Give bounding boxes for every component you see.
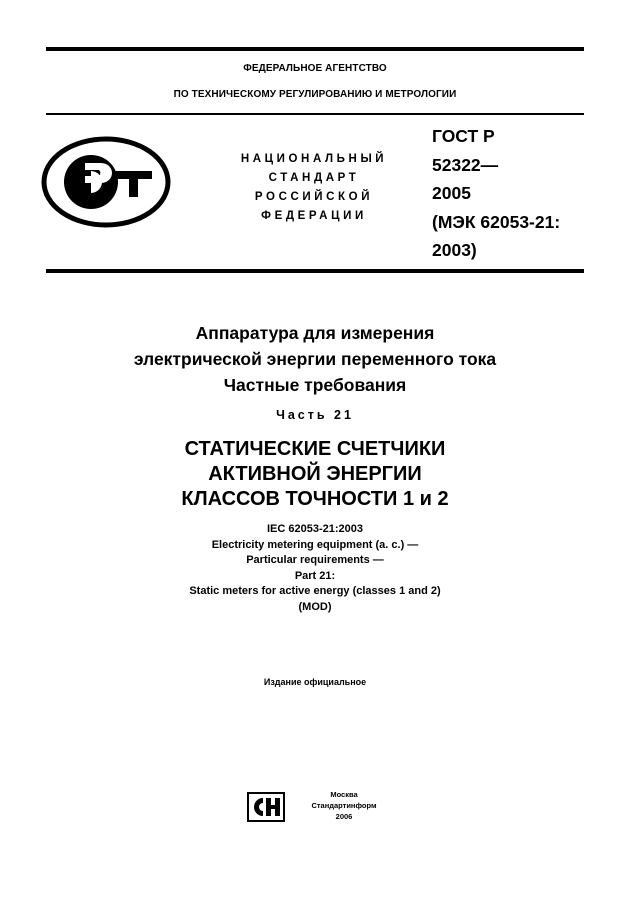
document-title <box>0 320 630 398</box>
agency-name-line-1: ФЕДЕРАЛЬНОЕ АГЕНТСТВО <box>243 63 387 74</box>
part-label: Часть 21 <box>276 408 354 422</box>
header-rule <box>46 113 584 115</box>
publisher-info <box>296 789 392 822</box>
publisher-logo-icon <box>247 792 285 822</box>
standard-block-rule <box>46 269 584 273</box>
official-edition-label: Издание официальное <box>263 677 367 687</box>
publisher-city: Москва <box>330 790 358 799</box>
document-subtitle <box>0 437 630 512</box>
subtitle-line: СТАТИЧЕСКИЕ СЧЕТЧИКИ <box>184 438 446 460</box>
publisher-name: Стандартинформ <box>311 801 377 810</box>
gost-line: 2003) <box>432 240 477 260</box>
top-rule <box>46 47 584 51</box>
national-standard-line: РОССИЙСКОЙ <box>254 191 374 203</box>
gost-line: 52322— <box>432 154 499 175</box>
national-standard-line: НАЦИОНАЛЬНЫЙ <box>240 153 388 165</box>
iec-line: Electricity metering equipment (a. c.) — <box>211 538 419 551</box>
gost-line: 2005 <box>432 183 471 203</box>
rst-logo-icon <box>41 136 171 228</box>
gost-number <box>432 122 592 265</box>
national-standard-label <box>226 150 402 226</box>
publisher-year: 2006 <box>335 812 353 821</box>
subtitle-line: АКТИВНОЙ ЭНЕРГИИ <box>208 463 422 485</box>
iec-line: Static meters for active energy (classes 1 and 2) <box>189 585 441 597</box>
agency-name-line-2: ПО ТЕХНИЧЕСКОМУ РЕГУЛИРОВАНИЮ И МЕТРОЛОГИИ <box>173 89 457 100</box>
subtitle-line: КЛАССОВ ТОЧНОСТИ 1 и 2 <box>181 488 449 510</box>
title-line: Частные требования <box>223 375 407 395</box>
gost-line: ГОСТ Р <box>432 126 495 146</box>
title-line: электрической энергии переменного тока <box>133 349 497 369</box>
iec-line: IEC 62053-21:2003 <box>266 523 363 535</box>
iec-line: (MOD) <box>298 600 332 613</box>
national-standard-line: ФЕДЕРАЦИИ <box>261 210 367 222</box>
iec-reference <box>0 522 630 615</box>
iec-line: Part 21: <box>294 569 336 582</box>
national-standard-line: СТАНДАРТ <box>268 172 360 184</box>
gost-line: (МЭК 62053-21: <box>432 211 561 232</box>
iec-line: Particular requirements — <box>246 554 384 566</box>
title-line: Аппаратура для измерения <box>195 323 435 343</box>
